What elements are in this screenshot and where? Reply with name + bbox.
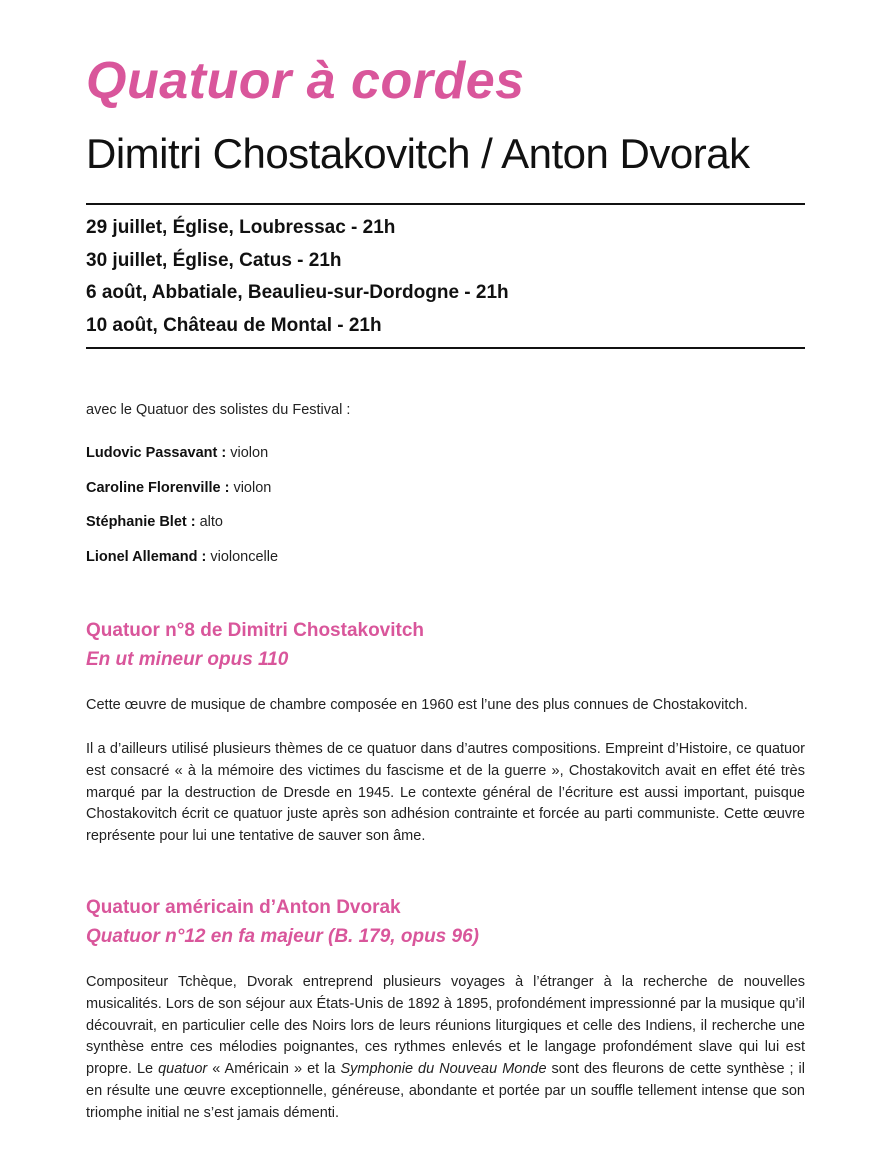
section-subtitle: En ut mineur opus 110 <box>86 649 289 670</box>
section-paragraph: Cette œuvre de musique de chambre composée en 1960 est l’une des plus connues de Chostakovitch. <box>86 697 748 713</box>
section-title: Quatuor n°8 de Dimitri Chostakovitch <box>86 620 425 641</box>
page-subtitle: Dimitri Chostakovitch / Anton Dvorak <box>86 130 750 177</box>
concert-date: 10 août, Château de Montal - 21h <box>86 314 382 336</box>
concert-date: 6 août, Abbatiale, Beaulieu-sur-Dordogne - 21h <box>86 282 509 303</box>
section-paragraph <box>86 972 805 1125</box>
section-heading-chostakovitch <box>86 616 424 674</box>
section-paragraph: Il a d’ailleurs utilisé plusieurs thèmes de ce quatuor dans d’autres compositions. Empreint d’Histoire, ce quatuor est consacré « à la mémoire des victimes du fascisme et de la guerre », Chostakovitch avait en effet été très marqué par la destruction de Dresde en 1945. Le contexte général de l’écriture est aussi important, puisque Chostakovitch écrit ce quatuor juste après son adhésion contrainte et forcée au parti communiste. Cette œuvre représente pour lui une tentative de sauver son âme. <box>86 741 805 845</box>
musician-name: Stéphanie Blet : <box>86 514 196 530</box>
musician-name: Caroline Florenville : <box>86 479 230 496</box>
concert-dates-list <box>86 212 509 342</box>
musician-instrument: violon <box>226 445 269 461</box>
performers-intro: avec le Quatuor des solistes du Festival : <box>86 402 351 418</box>
musician-instrument: alto <box>195 514 223 530</box>
musician-instrument: violon <box>229 479 272 496</box>
musician-name: Ludovic Passavant : <box>86 445 227 461</box>
musician-item <box>86 478 278 513</box>
musician-instrument: violoncelle <box>206 548 279 565</box>
paragraph-italic-text: Symphonie du Nouveau Monde <box>340 1061 547 1078</box>
paragraph-text: Compositeur Tchèque, Dvorak entreprend plusieurs voyages à l’étranger à la recherche de nouvelles musicalités. Lors de son séjour aux États-Unis de 1892 à 1895, profondément impressionné par la musique qu’il découvrait, en particulier celle des Noirs lors de leurs réunions liturgiques et celle des Indiens, il recherche une synthèse entre ces mélodies poignantes, ces rythmes enlevés et le langage profondément slave qui lui est propre. Le <box>86 974 805 1078</box>
paragraph-text: sont des fleurons de cette synthèse ; il en résulte une œuvre exceptionnelle, généreuse, abondante et portée par un souffle tellement intense que son triomphe initial ne s’est jamais démenti. <box>86 1061 805 1121</box>
section-heading-dvorak <box>86 893 479 951</box>
page-title: Quatuor à cordes <box>86 52 525 110</box>
musicians-list <box>86 443 278 581</box>
concert-date: 29 juillet, Église, Loubressac - 21h <box>86 217 396 238</box>
section-subtitle: Quatuor n°12 en fa majeur (B. 179, opus 96) <box>86 926 479 947</box>
musician-item <box>86 443 278 478</box>
paragraph-italic-text: quatuor <box>158 1061 208 1078</box>
bottom-divider <box>86 347 805 349</box>
musician-item <box>86 512 278 547</box>
section-title: Quatuor américain d’Anton Dvorak <box>86 897 401 918</box>
concert-date: 30 juillet, Église, Catus - 21h <box>86 249 342 271</box>
top-divider <box>86 203 805 205</box>
paragraph-text: « Américain » et la <box>207 1061 341 1078</box>
musician-item <box>86 547 278 582</box>
musician-name: Lionel Allemand : <box>86 548 207 565</box>
